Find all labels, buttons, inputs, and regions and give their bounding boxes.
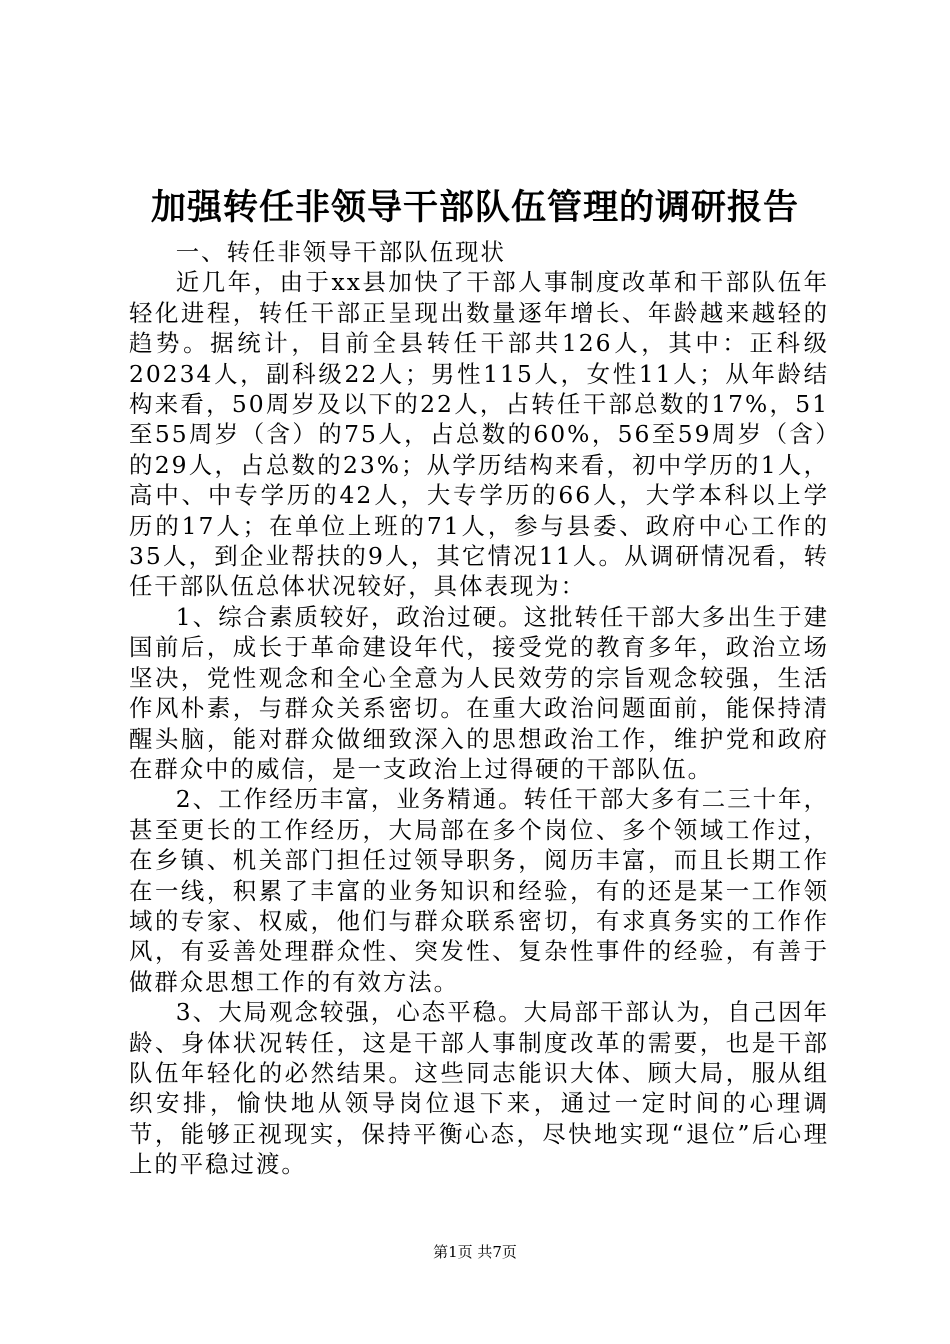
- paragraph-point-1: 1、综合素质较好，政治过硬。这批转任干部大多出生于建国前后，成长于革命建设年代，接受党的教育多年，政治立场坚决，党性观念和全心全意为人民效劳的宗旨观念较强，生活作风朴素，与群众关系密切。在重大政治问题面前，能保持清醒头脑，能对群众做细致深入的思想政治工作，维护党和政府在群众中的威信，是一支政治上过得硬的干部队伍。: [129, 602, 829, 783]
- paragraph-overview: 近几年，由于xx县加快了干部人事制度改革和干部队伍年轻化进程，转任干部正呈现出数量逐年增长、年龄越来越轻的趋势。据统计，目前全县转任干部共126人，其中：正科级20234人，副科级22人；男性115人，女性11人；从年龄结构来看，50周岁及以下的22人，占转任干部总数的17%，51至55周岁（含）的75人，占总数的60%，56至59周岁（含）的29人，占总数的23%；从学历结构来看，初中学历的1人，高中、中专学历的42人，大专学历的66人，大学本科以上学历的17人；在单位上班的71人，参与县委、政府中心工作的35人，到企业帮扶的9人，其它情况11人。从调研情况看，转任干部队伍总体状况较好，具体表现为：: [129, 268, 829, 601]
- paragraph-point-3: 3、大局观念较强，心态平稳。大局部干部认为，自己因年龄、身体状况转任，这是干部人事制度改革的需要，也是干部队伍年轻化的必然结果。这些同志能识大体、顾大局，服从组织安排，愉快地从领导岗位退下来，通过一定时间的心理调节，能够正视现实，保持平衡心态，尽快地实现“退位”后心理上的平稳过渡。: [129, 998, 829, 1179]
- document-body: [129, 237, 829, 1180]
- section-heading: 一、转任非领导干部队伍现状: [175, 238, 506, 266]
- document-title: 加强转任非领导干部队伍管理的调研报告: [150, 187, 799, 228]
- page-number-footer: 第1页 共7页: [433, 1243, 517, 1261]
- paragraph-point-2: 2、工作经历丰富，业务精通。转任干部大多有二三十年，甚至更长的工作经历，大局部在多个岗位、多个领域工作过，在乡镇、机关部门担任过领导职务，阅历丰富，而且长期工作在一线，积累了丰富的业务知识和经验，有的还是某一工作领域的专家、权威，他们与群众联系密切，有求真务实的工作作风，有妥善处理群众性、突发性、复杂性事件的经验，有善于做群众思想工作的有效方法。: [129, 785, 829, 996]
